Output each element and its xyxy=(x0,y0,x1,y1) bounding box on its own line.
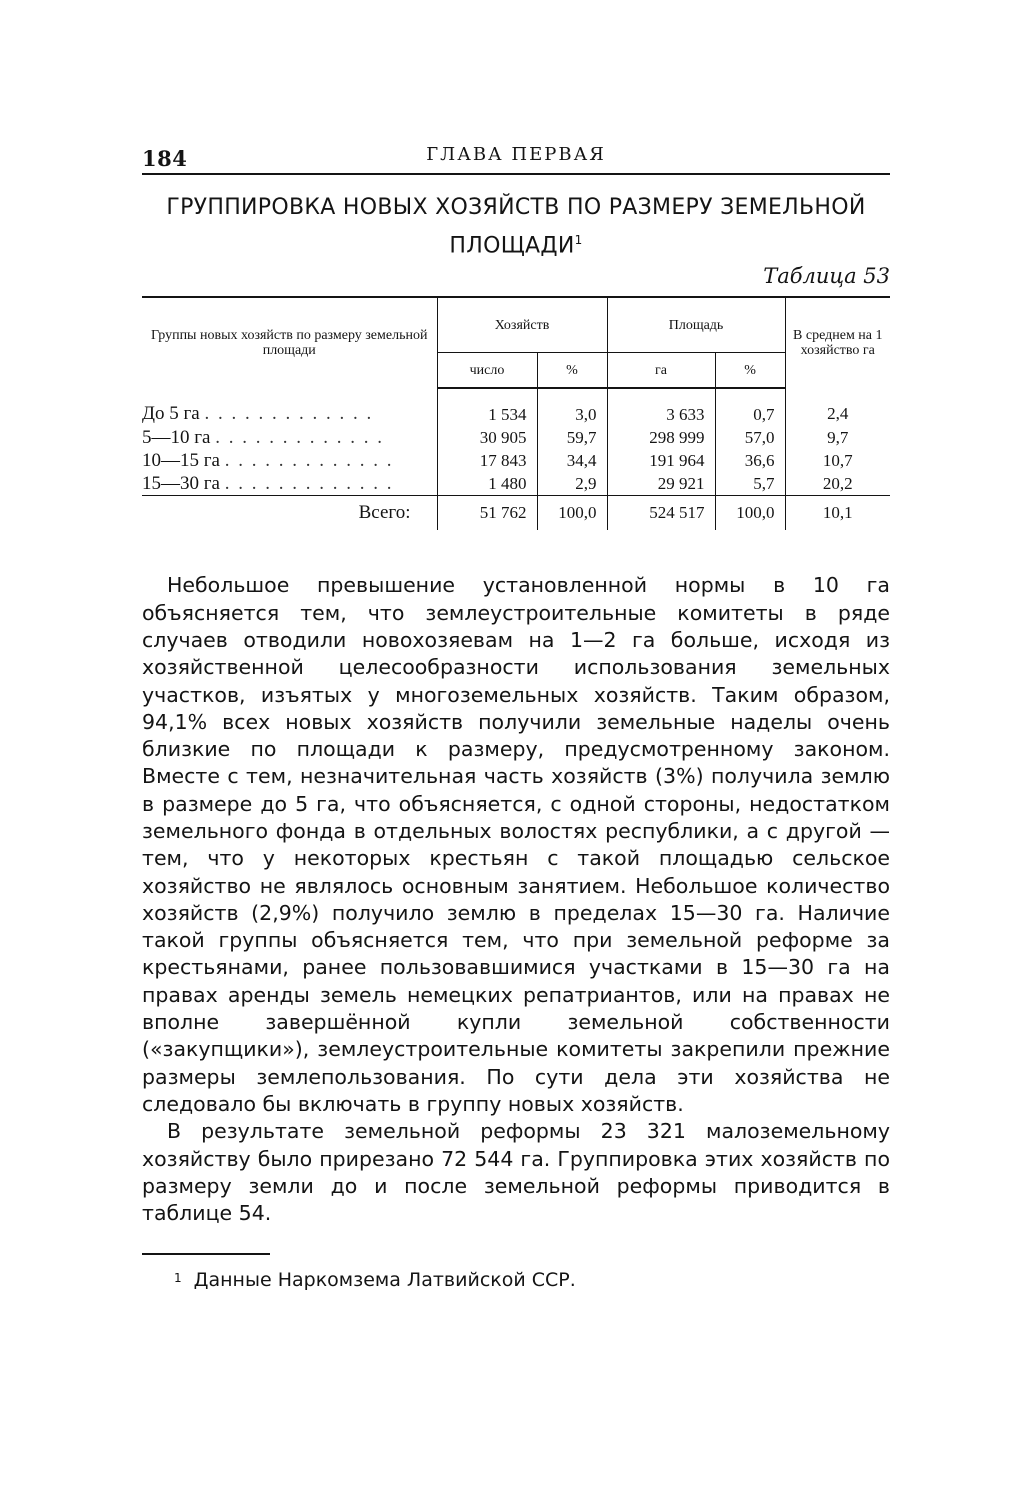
row-area-percent: 5,7 xyxy=(715,472,785,496)
row-group-label: 15—30 га . . . . . . . . . . . . . xyxy=(142,472,394,494)
table-row xyxy=(142,426,890,449)
book-page xyxy=(142,140,890,1291)
footnote-mark: 1 xyxy=(174,1271,182,1286)
row-area: 298 999 xyxy=(607,426,715,449)
row-average: 9,7 xyxy=(785,426,890,449)
data-table xyxy=(142,296,890,530)
table-label: Таблица 53 xyxy=(763,264,890,289)
total-area-percent: 100,0 xyxy=(715,496,785,531)
header-rule xyxy=(142,173,890,175)
row-count-percent: 59,7 xyxy=(537,426,607,449)
running-head xyxy=(142,140,890,174)
total-count: 51 762 xyxy=(437,496,537,531)
table-title-footnote-mark: 1 xyxy=(574,233,583,247)
table-total-row xyxy=(142,496,890,531)
header-area: Площадь xyxy=(607,297,785,353)
header-farms: Хозяйств xyxy=(437,297,607,353)
paragraph: Небольшое превышение установленной нормы в 10 га объясняется тем, что землеустроительные комитеты в ряде случаев отводили новохозяевам на 1—2 га больше, исходя из хозяйственной целесообразности использования земельных участков, изъятых у многоземельных хозяйств. Таким образом, 94,1% всех новых хозяйств получили земельные наделы очень близкие по площади к размеру, предусмотренному законом. Вместе с тем, незначительная часть хозяйств (3%) получила землю в размере до 5 га, что объясняется, с одной стороны, недостатком земельного фонда в отдельных волостях республики, а с другой — тем, что у некоторых крестьян с такой площадью сельское хозяйство не являлось основным занятием. Небольшое количество хозяйств (2,9%) получило землю в пределах 15—30 га. Наличие такой группы объясняется тем, что при земельной реформе за крестьянами, ранее пользовавшимися участками в 15—30 га на правах аренды земель немецких репатриантов, или на правах не вполне завершённой купли земельной собственности («закупщики»), землеустроительные комитеты закрепили прежние размеры землепользования. По сути дела эти хозяйства не следовало бы включать в группу новых хозяйств. xyxy=(142,573,890,1116)
row-count: 30 905 xyxy=(437,426,537,449)
table-row xyxy=(142,388,890,426)
header-average: В среднем на 1 хозяйство га xyxy=(785,297,890,388)
footnote xyxy=(174,1269,890,1291)
total-average: 10,1 xyxy=(785,496,890,531)
body-text xyxy=(142,572,890,1227)
table-row xyxy=(142,472,890,496)
row-group-label: 5—10 га . . . . . . . . . . . . . xyxy=(142,426,384,448)
row-area-percent: 57,0 xyxy=(715,426,785,449)
row-area-percent: 0,7 xyxy=(715,388,785,426)
row-average: 2,4 xyxy=(785,388,890,426)
row-count: 1 480 xyxy=(437,472,537,496)
row-count-percent: 3,0 xyxy=(537,388,607,426)
total-count-percent: 100,0 xyxy=(537,496,607,531)
footnote-text: Данные Наркомзема Латвийской ССР. xyxy=(193,1269,576,1292)
header-count: число xyxy=(437,353,537,389)
total-label: Всего: xyxy=(142,496,437,531)
row-area-percent: 36,6 xyxy=(715,449,785,472)
row-group-label: 10—15 га . . . . . . . . . . . . . xyxy=(142,449,394,471)
total-area: 524 517 xyxy=(607,496,715,531)
header-ha: га xyxy=(607,353,715,389)
row-average: 20,2 xyxy=(785,472,890,496)
table-title xyxy=(142,192,890,262)
row-group-label: До 5 га . . . . . . . . . . . . . xyxy=(142,403,374,425)
row-count-percent: 2,9 xyxy=(537,472,607,496)
footnote-rule xyxy=(142,1253,270,1255)
page-number: 184 xyxy=(142,146,188,171)
header-group: Группы новых хозяйств по размеру земельной площади xyxy=(142,297,437,388)
header-count-percent: % xyxy=(537,353,607,389)
row-count-percent: 34,4 xyxy=(537,449,607,472)
table-row xyxy=(142,449,890,472)
row-count: 1 534 xyxy=(437,388,537,426)
row-average: 10,7 xyxy=(785,449,890,472)
row-area: 191 964 xyxy=(607,449,715,472)
chapter-title: ГЛАВА ПЕРВАЯ xyxy=(426,144,606,165)
table-title-text: ГРУППИРОВКА НОВЫХ ХОЗЯЙСТВ ПО РАЗМЕРУ ЗЕМЕЛЬНОЙ ПЛОЩАДИ xyxy=(166,195,866,259)
row-count: 17 843 xyxy=(437,449,537,472)
row-area: 29 921 xyxy=(607,472,715,496)
paragraph: В результате земельной реформы 23 321 малоземельному хозяйству было прирезано 72 544 га. Группировка этих хозяйств по размеру земли до и после земельной реформы приводится в таблице 54. xyxy=(142,1119,890,1226)
header-area-percent: % xyxy=(715,353,785,389)
row-area: 3 633 xyxy=(607,388,715,426)
